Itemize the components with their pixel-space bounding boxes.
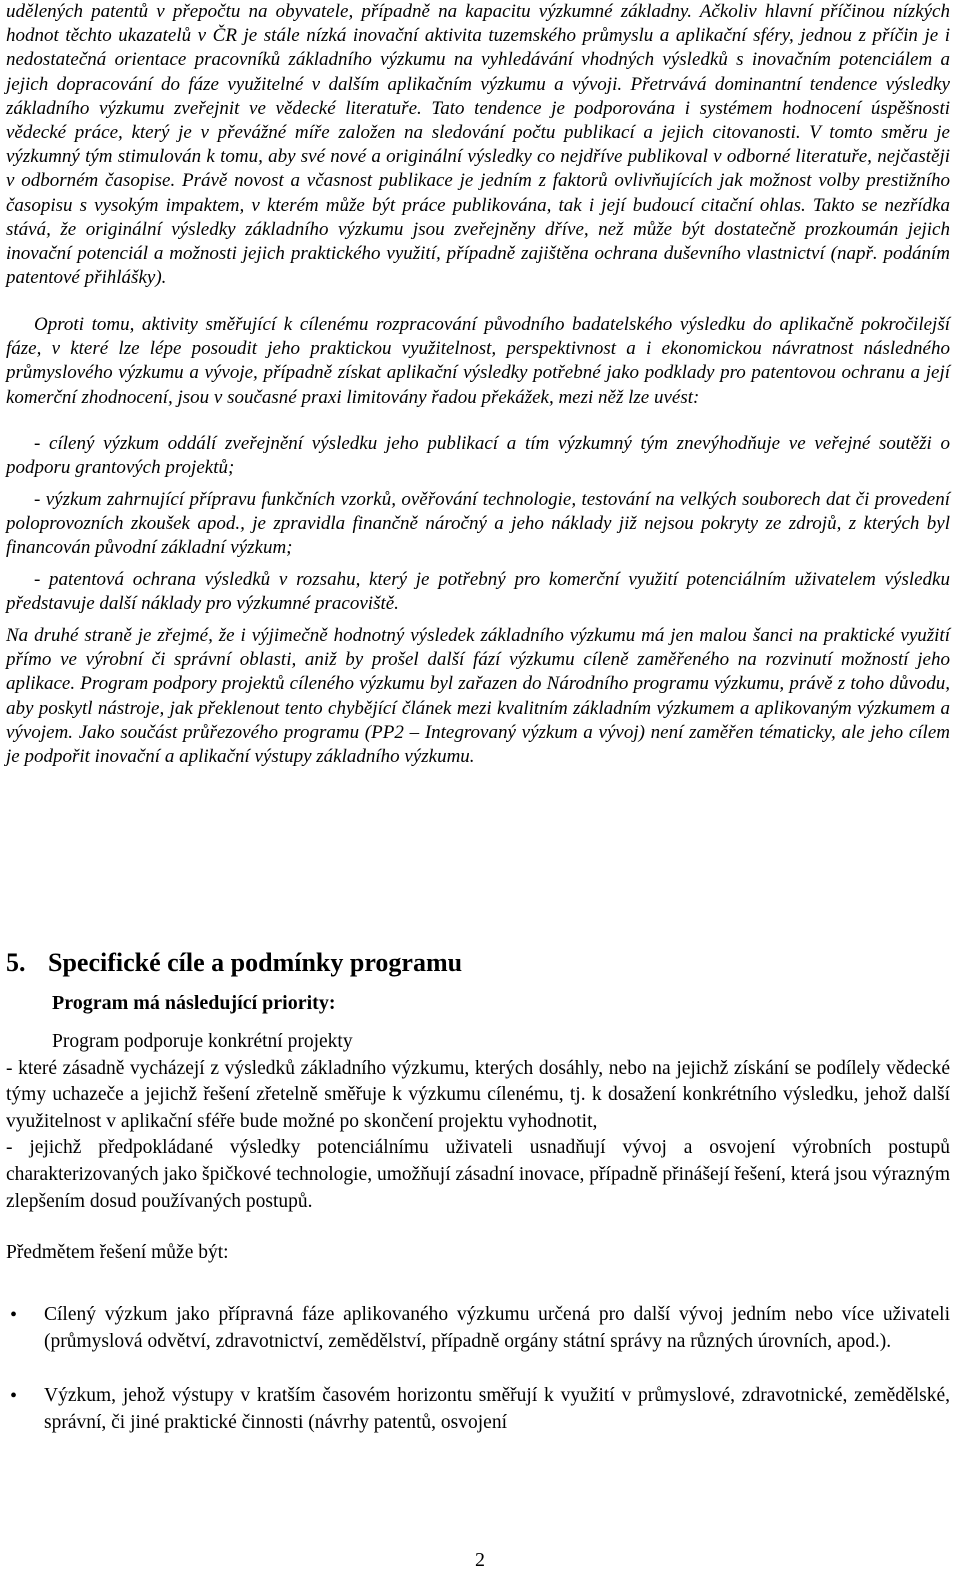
section-title: Specifické cíle a podmínky programu (48, 948, 463, 977)
section-number: 5. (6, 948, 26, 977)
paragraph-intro: udělených patentů v přepočtu na obyvatele, případně na kapacitu výzkumné základny. Ačkoliv hlavní příčinou nízkých hodnot těchto ukazatelů v ČR je stále nízká inovační aktivita tuzemského průmyslu a aplikační sféry, jednou z příčin je i nedostatečná orientace pracovníků základního výzkumu na vyhledávání vhodných výsledků s inovačním potenciálem a jejich dopracování do fáze využitelné v dalším aplikačním výzkumu a vývoji. Přetrvává dominantní tendence výsledky základního výzkumu zveřejnit ve vědecké literatuře. Tato tendence je podporována i systémem hodnocení úspěšnosti vědecké práce, který je v převážné míře založen na sledování počtu publikací a jejich citovanosti. V tomto směru je výzkumný tým stimulován k tomu, aby své nové a originální výsledky co nejdříve publikoval v odborné literatuře, nejčastěji v odborném časopise. Právě novost a včasnost publikace je jedním z faktorů ovlivňujících jak možnost volby prestižního časopisu s vysokým impaktem, v kterém může být práce publikována, tak i její budoucí citační ohlas. Takto se nezřídka stává, že originální výsledky základního výzkumu jsou zveřejněny dříve, než může být dostatečně prozkoumán jejich inovační potenciál a možnosti jejich praktického využití, případně zajištěna ochrana duševního vlastnictví (např. podáním patentové přihlášky). (6, 1, 950, 289)
priorities-subheading: Program má následující priority: (52, 992, 336, 1014)
obstacles-block (6, 313, 950, 410)
subject-list-item (6, 1302, 950, 1355)
priority-item-2: - jejichž předpokládané výsledky potenciálnímu uživateli usnadňují vývoj a osvojení výrobních postupů charakterizovaných jako špičkové technologie, umožňují zásadní inovace, případně přinášejí řešení, která jsou výrazným zlepšením dosud používaných postupů. (6, 1137, 950, 1212)
subject-list-item (6, 1383, 950, 1436)
paragraph-obstacles: Oproti tomu, aktivity směřující k cílenému rozpracování původního badatelského výsledku do aplikačně pokročilejší fáze, v které lze lépe posoudit jeho praktickou využitelnost, perspektivnost a i ekonomickou návratnost následného průmyslového výzkumu a vývoje, případně získat aplikační výsledky potřebné jako podklady pro patentovou ochranu a její komerční zhodnocení, jsou v současné praxi limitovány řadou překážek, mezi něž lze uvést: (6, 314, 950, 408)
page-number: 2 (475, 1549, 485, 1571)
subject-list (6, 1302, 950, 1436)
paragraph-conclusion-block (6, 624, 950, 769)
subject-list-item-text: Cílený výzkum jako přípravná fáze aplikovaného výzkumu určená pro další vývoj jedním nebo více uživateli (průmyslová odvětví, zdravotnictví, zemědělství, případně orgány státní správy na různých úrovních, apod.). (44, 1304, 950, 1352)
dash-item-text: - patentová ochrana výsledků v rozsahu, který je potřebný pro komerční využití potenciálním uživatelem výsledku představuje další náklady pro výzkumné pracoviště. (6, 569, 950, 615)
bullet-icon: • (10, 1385, 18, 1408)
dash-item-3 (6, 568, 950, 616)
section-heading (6, 948, 462, 978)
bullet-icon: • (10, 1304, 18, 1326)
priorities-block (6, 1029, 950, 1215)
priorities-lead: Program podporuje konkrétní projekty (52, 1031, 353, 1052)
priority-item-1: - které zásadně vycházejí z výsledků základního výzkumu, kterých dosáhly, nebo na jejichž získání se podílely vědecké týmy uchazeče a jejichž řešení zřetelně směřuje k výzkumu cílenému, tj. k dosažení konkrétního výsledku, jehož další využitelnost v aplikační sféře bude možné po skončení projektu vyhodnotit, (6, 1057, 950, 1132)
dash-item-text: - cílený výzkum oddálí zveřejnění výsledku jeho publikací a tím výzkumný tým znevýhodňuje ve veřejné soutěži o podporu grantových projektů; (6, 433, 950, 479)
subject-list-item-text: Výzkum, jehož výstupy v kratším časovém horizontu směřují k využití v průmyslové, zdravotnické, zemědělské, správní, či jiné praktické činnosti (návrhy patentů, osvojení (44, 1385, 950, 1433)
subject-label: Předmětem řešení může být: (6, 1242, 229, 1263)
dash-item-2 (6, 488, 950, 561)
paragraph-conclusion: Na druhé straně je zřejmé, že i výjimečně hodnotný výsledek základního výzkumu má jen malou šanci na praktické využití přímo ve výrobní či správní oblasti, aniž by prošel další fází výzkumu cíleně zaměřeného na rozvinutí možností jeho aplikace. Program podpory projektů cíleného výzkumu byl zařazen do Národního programu výzkumu, právě z toho důvodu, aby poskytl nástroje, jak překlenout tento chybějící článek mezi kvalitním základním výzkumem a aplikovaným výzkumem a vývojem. Jako součást průřezového programu (PP2 – Integrovaný výzkum a vývoj) není zaměřen tématicky, ale jeho cílem je podpořit inovační a aplikační výstupy základního výzkumu. (6, 625, 950, 768)
dash-item-1 (6, 432, 950, 480)
italic-block (6, 0, 950, 290)
dash-item-text: - výzkum zahrnující přípravu funkčních vzorků, ověřování technologie, testování na velkých souborech dat či provedení poloprovozních zkoušek apod., je zpravidla finančně náročný a jeho náklady již nejsou pokryty ze zdrojů, z kterých byl financován původní základní výzkum; (6, 489, 950, 559)
subject-label-block (6, 1240, 950, 1267)
